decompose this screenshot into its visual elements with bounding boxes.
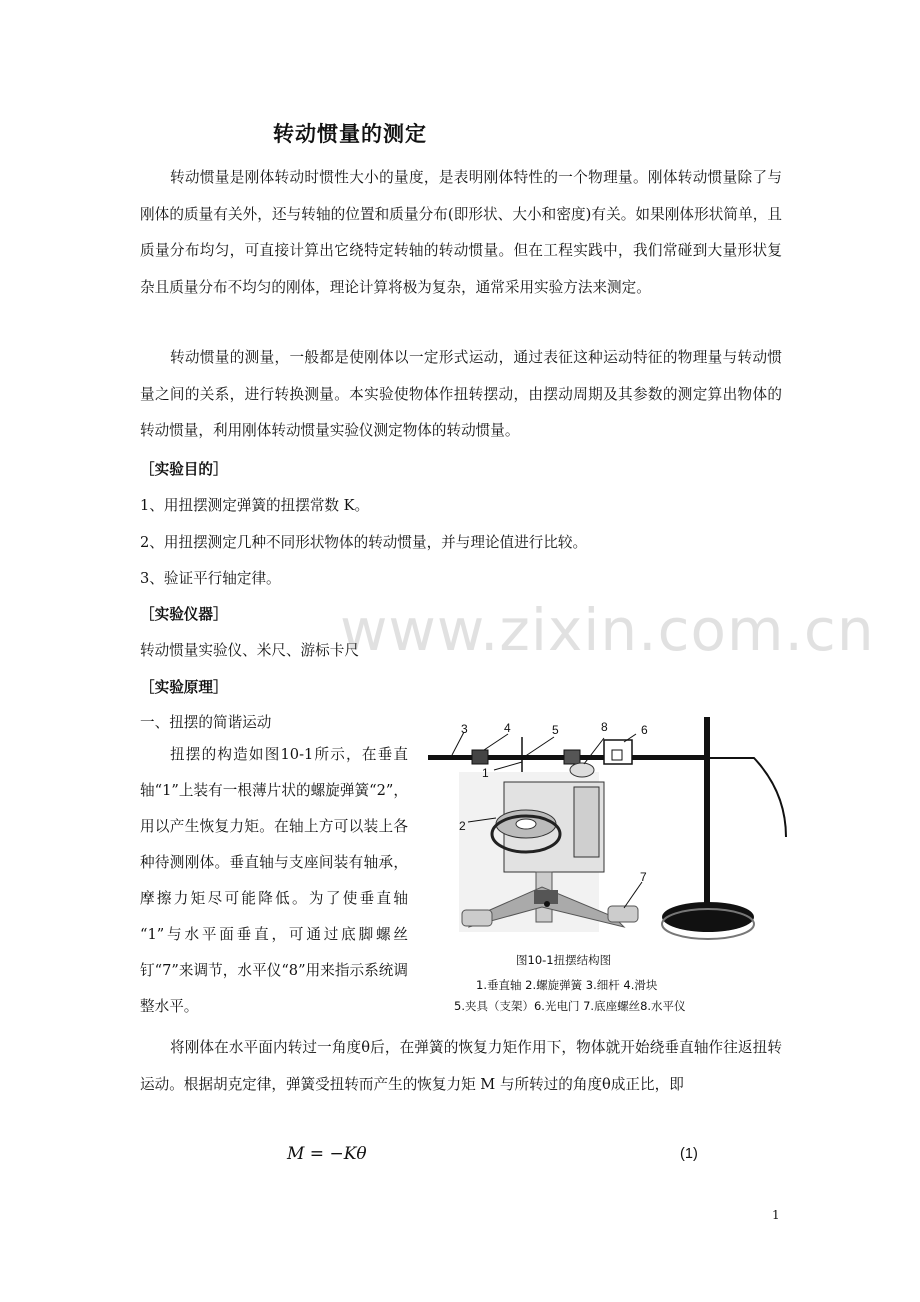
subsection-heading: 一、扭摆的简谐运动 [140,714,272,731]
figure-label-1: 1 [482,766,489,780]
purpose-item-2: 2、用扭摆测定几种不同形状物体的转动惯量，并与理论值进行比较。 [140,534,588,551]
figure-label-5: 5 [552,723,559,737]
figure-label-8: 8 [601,720,608,734]
figure-label-3: 3 [461,722,468,736]
purpose-item-1: 1、用扭摆测定弹簧的扭摆常数 K。 [140,497,370,514]
figure-legend-line-1: 1.垂直轴 2.螺旋弹簧 3.细杆 4.滑块 [476,978,658,992]
intro-paragraph-2: 转动惯量的测量，一般都是使刚体以一定形式运动，通过表征这种运动特征的物理量与转动惯量之间的关系，进行转换测量。本实验使物体作扭转摆动，由摆动周期及其参数的测定算出物体的转动惯量，利用刚体转动惯量实验仪测定物体的转动惯量。 [140,349,782,439]
section-heading-instruments: ［实验仪器］ [140,606,228,623]
figure-label-4: 4 [504,721,511,735]
intro-paragraph-1: 转动惯量是刚体转动时惯性大小的量度，是表明刚体特性的一个物理量。刚体转动惯量除了与刚体的质量有关外，还与转轴的位置和质量分布(即形状、大小和密度)有关。如果刚体形状简单，且质量分布均匀，可直接计算出它绕特定转轴的转动惯量。但在工程实践中，我们常碰到大量形状复杂且质量分布不均匀的刚体，理论计算将极为复杂，通常采用实验方法来测定。 [140,169,782,296]
section-heading-purpose: ［实验目的］ [140,461,228,478]
figure-legend-line-2: 5.夹具（支架）6.光电门 7.底座螺丝8.水平仪 [454,999,686,1013]
figure-label-7: 7 [640,870,647,884]
torsion-pendulum-figure [424,712,794,1012]
figure-label-6: 6 [641,723,648,737]
instruments-list: 转动惯量实验仪、米尺、游标卡尺 [140,642,359,659]
page-number: 1 [772,1208,780,1222]
watermark: www.zixin.com.cn [340,596,875,664]
page-title: 转动惯量的测定 [273,122,427,146]
formula-hooke: M = −Kθ [287,1144,367,1164]
section-heading-principle: ［实验原理］ [140,679,228,696]
figure-label-2: 2 [459,819,466,833]
body-paragraph: 将刚体在水平面内转过一角度θ后，在弹簧的恢复力矩作用下，物体就开始绕垂直轴作往返扭转运动。根据胡克定律，弹簧受扭转而产生的恢复力矩 M 与所转过的角度θ成正比，即 [140,1039,782,1093]
figure-caption: 图10-1扭摆结构图 [516,953,612,967]
formula-number: (1) [680,1146,698,1162]
purpose-item-3: 3、验证平行轴定律。 [140,570,281,587]
torsion-description: 扭摆的构造如图10-1所示，在垂直轴“1”上装有一根薄片状的螺旋弹簧“2”，用以产生恢复力矩。在轴上方可以装上各种待测刚体。垂直轴与支座间装有轴承，摩擦力矩尽可能降低。为了使垂直轴 “1”与水平面垂直，可通过底脚螺丝钉“7”来调节，水平仪“8”用来指示系统调整水平。 [140,746,408,1015]
